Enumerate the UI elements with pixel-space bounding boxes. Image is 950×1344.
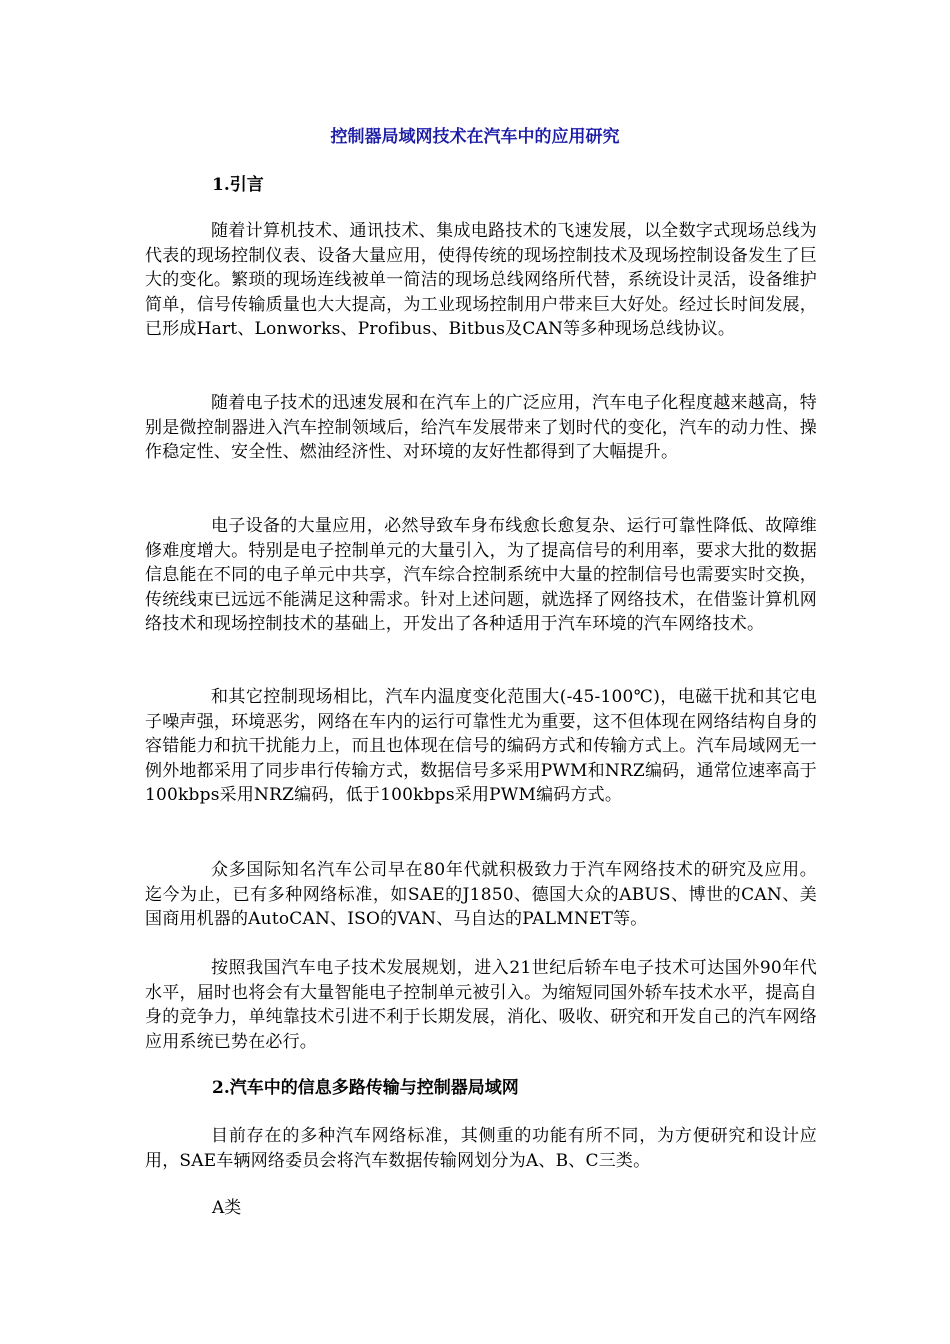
paragraph: 和其它控制现场相比，汽车内温度变化范围大(-45-100℃)，电磁干扰和其它电子噪声强，环境恶劣，网络在车内的运行可靠性尤为重要，这不但体现在网络结构自身的容错能力和抗干扰能力上，而且也体现在信号的编码方式和传输方式上。汽车局域网无一例外地都采用了同步串行传输方式，数据信号多采用PWM和NRZ编码，通常位速率高于100kbps采用NRZ编码，低于100kbps采用PWM编码方式。 (145, 687, 817, 806)
subheading-class-a: A类 (212, 1198, 242, 1218)
paragraph: 目前存在的多种汽车网络标准，其侧重的功能有所不同，为方便研究和设计应用，SAE车辆网络委员会将汽车数据传输网划分为A、B、C三类。 (145, 1126, 817, 1171)
paragraph: 按照我国汽车电子技术发展规划，进入21世纪后轿车电子技术可达国外90年代水平，届时也将会有大量智能电子控制单元被引入。为缩短同国外轿车技术水平，提高自身的竞争力，单纯靠技术引进不利于长期发展，消化、吸收、研究和开发自己的汽车网络应用系统已势在必行。 (145, 958, 817, 1052)
paragraph: 随着计算机技术、通讯技术、集成电路技术的飞速发展，以全数字式现场总线为代表的现场控制仪表、设备大量应用，使得传统的现场控制技术及现场控制设备发生了巨大的变化。繁琐的现场连线被单一简洁的现场总线网络所代替，系统设计灵活，设备维护简单，信号传输质量也大大提高，为工业现场控制用户带来巨大好处。经过长时间发展，已形成Hart、Lonworks、Profibus、Bitbus及CAN等多种现场总线协议。 (145, 221, 817, 340)
paragraph: 电子设备的大量应用，必然导致车身布线愈长愈复杂、运行可靠性降低、故障维修难度增大。特别是电子控制单元的大量引入，为了提高信号的利用率，要求大批的数据信息能在不同的电子单元中共享，汽车综合控制系统中大量的控制信号也需要实时交换，传统线束已远远不能满足这种需求。针对上述问题，就选择了网络技术，在借鉴计算机网络技术和现场控制技术的基础上，开发出了各种适用于汽车环境的汽车网络技术。 (145, 516, 817, 635)
section-heading-intro: 1.引言 (212, 175, 264, 195)
paragraph: 随着电子技术的迅速发展和在汽车上的广泛应用，汽车电子化程度越来越高，特别是微控制器进入汽车控制领域后，给汽车发展带来了划时代的变化，汽车的动力性、操作稳定性、安全性、燃油经济性、对环境的友好性都得到了大幅提升。 (145, 393, 817, 463)
section-heading-multiplex: 2.汽车中的信息多路传输与控制器局域网 (212, 1078, 519, 1098)
paragraph: 众多国际知名汽车公司早在80年代就积极致力于汽车网络技术的研究及应用。迄今为止，已有多种网络标准，如SAE的J1850、德国大众的ABUS、博世的CAN、美国商用机器的AutoCAN、ISO的VAN、马自达的PALMNET等。 (145, 860, 817, 930)
document-title: 控制器局域网技术在汽车中的应用研究 (330, 127, 620, 147)
